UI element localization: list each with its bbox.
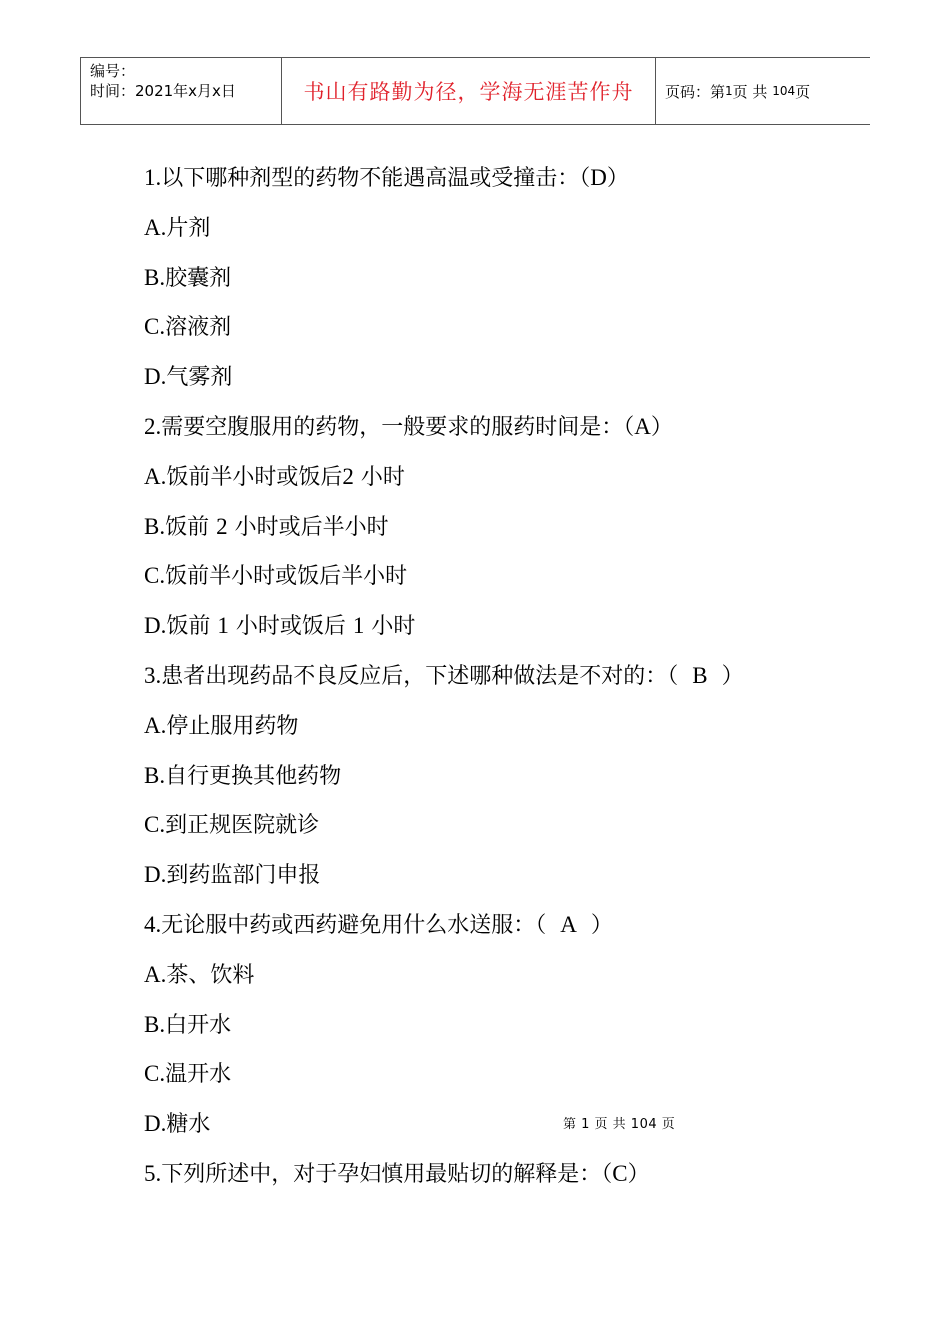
- option-number: 1: [217, 613, 229, 639]
- question-text: 患者出现药品不良反应后，下述哪种做法是不对的：（: [161, 663, 679, 689]
- option: [144, 1056, 864, 1106]
- footer-page-number: 第 1 页 共 104 页: [563, 1117, 676, 1132]
- question-text: 需要空腹服用的药物，一般要求的服药时间是：（: [161, 414, 635, 440]
- question-list: [144, 160, 864, 1206]
- option-text: 饭前半小时或饭后: [166, 464, 343, 490]
- header-slogan-cell: [282, 58, 656, 124]
- question-text: 以下哪种剂型的药物不能遇高温或受撞击：（: [161, 166, 591, 191]
- option: [144, 459, 864, 509]
- page-suffix: 页: [795, 82, 811, 101]
- question-answer: A: [560, 911, 577, 937]
- option-text: 到药监部门申报: [166, 863, 321, 889]
- option-number: 2: [216, 513, 228, 539]
- question-close: ）: [590, 912, 613, 938]
- option: [144, 309, 864, 359]
- option-text: 溶液剂: [165, 315, 232, 341]
- question-stem: [144, 907, 864, 957]
- option-letter: D.: [144, 613, 167, 639]
- option-text: 温开水: [165, 1062, 232, 1088]
- question-stem: [144, 409, 864, 459]
- question-close: ）: [627, 1161, 650, 1187]
- slogan: 书山有路勤为径，学海无涯苦作舟: [303, 80, 634, 104]
- option-text: 小时: [371, 614, 416, 640]
- option-text: 糖水: [166, 1112, 211, 1138]
- option-letter: B.: [144, 1011, 166, 1037]
- number-label: 编号：: [90, 62, 136, 80]
- question-number: 4.: [144, 911, 162, 937]
- option: [144, 210, 864, 260]
- question-number: 2.: [144, 413, 162, 439]
- question-stem: [144, 160, 864, 210]
- header-page-cell: [656, 58, 870, 124]
- option-letter: C.: [144, 812, 166, 838]
- option-letter: B.: [144, 762, 166, 788]
- question-close: ）: [721, 663, 744, 689]
- option-text: 茶、饮料: [166, 962, 255, 988]
- option: [144, 509, 864, 559]
- question-number: 3.: [144, 662, 162, 688]
- option: [144, 758, 864, 808]
- option-text: 小时或饭后: [235, 614, 346, 640]
- header-table: [80, 57, 870, 125]
- option-letter: D.: [144, 364, 167, 390]
- question-close: ）: [650, 414, 673, 440]
- question-answer: C: [612, 1160, 628, 1186]
- option: [144, 708, 864, 758]
- option-letter: C.: [144, 314, 166, 340]
- option-text: 小时或后半小时: [234, 514, 389, 540]
- option-number: 2: [342, 463, 354, 489]
- option-text: 饭前: [166, 614, 211, 640]
- question-answer: D: [590, 165, 607, 190]
- option: [144, 1007, 864, 1057]
- question-number: 5.: [144, 1160, 162, 1186]
- question-answer: B: [692, 662, 708, 688]
- option-letter: D.: [144, 1111, 167, 1137]
- question-stem: [144, 658, 864, 708]
- option: [144, 1106, 864, 1156]
- option: [144, 260, 864, 310]
- time-label: 时间：2021年x月x日: [90, 82, 236, 100]
- question-text: 无论服中药或西药避免用什么水送服：（: [161, 912, 547, 938]
- option-text: 自行更换其他药物: [165, 763, 342, 789]
- option-text: 胶囊剂: [165, 265, 232, 291]
- question-number: 1.: [144, 165, 162, 190]
- question-stem: [144, 1156, 864, 1206]
- option-text: 小时: [360, 464, 405, 490]
- option-letter: A.: [144, 712, 167, 738]
- option-letter: A.: [144, 463, 167, 489]
- option: [144, 558, 864, 608]
- option: [144, 957, 864, 1007]
- option: [144, 608, 864, 658]
- question-close: ）: [606, 166, 629, 191]
- option-letter: B.: [144, 264, 166, 290]
- option-text: 白开水: [165, 1012, 232, 1038]
- option: [144, 857, 864, 907]
- option-text: 片剂: [166, 215, 211, 241]
- page-label: 页码：第: [665, 82, 726, 101]
- option-text: 气雾剂: [166, 365, 233, 391]
- page-current: 1: [725, 84, 733, 98]
- question-answer: A: [634, 413, 651, 439]
- page-mid: 页 共: [732, 82, 768, 101]
- page-total: 104: [772, 84, 796, 98]
- option: [144, 807, 864, 857]
- option-letter: B.: [144, 513, 166, 539]
- option-text: 饭前半小时或饭后半小时: [165, 564, 408, 590]
- option: [144, 359, 864, 409]
- question-text: 下列所述中，对于孕妇慎用最贴切的解释是：（: [161, 1161, 613, 1187]
- option-text: 饭前: [165, 514, 210, 540]
- option-text: 停止服用药物: [166, 713, 299, 739]
- header-info-cell: [81, 58, 282, 124]
- option-letter: D.: [144, 862, 167, 888]
- option-letter: C.: [144, 563, 166, 589]
- option-letter: C.: [144, 1061, 166, 1087]
- option-text: 到正规医院就诊: [165, 813, 320, 839]
- option-number: 1: [352, 613, 365, 639]
- option-letter: A.: [144, 961, 167, 987]
- option-letter: A.: [144, 214, 167, 240]
